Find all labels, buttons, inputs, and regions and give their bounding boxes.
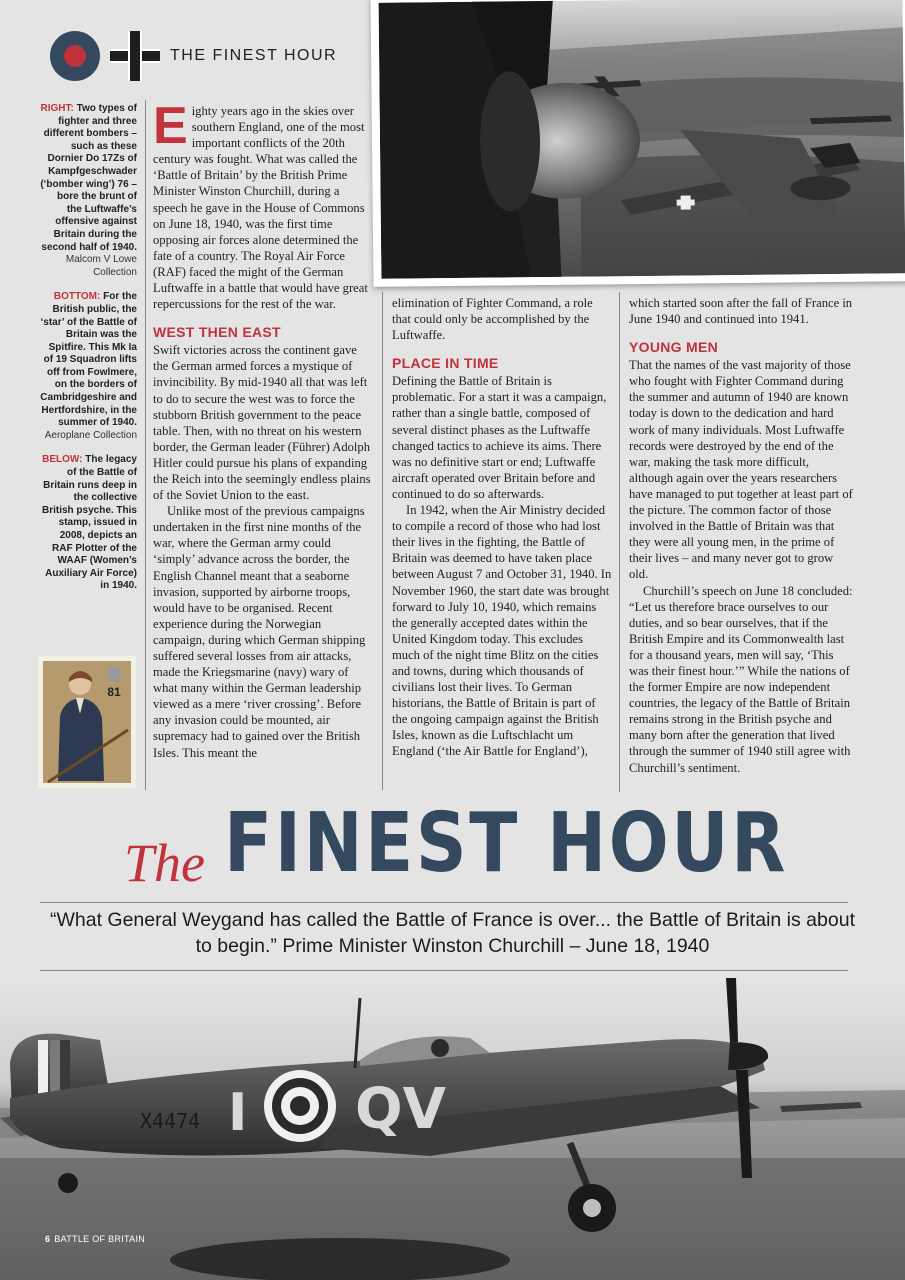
title-the: The [124,833,205,893]
balkenkreuz-icon [110,31,160,81]
caption-right: RIGHT: Two types of fighter and three different bombers – such as these Dornier Do 17Zs of Kampfgeschwader (‘bomber wing’) 76 – bore the brunt of the Luftwaffe’s offensive against Britain during the second half of 1940. Malcom V Lowe Collection [40,103,137,278]
paragraph: Churchill’s speech on June 18 concluded: “Let us therefore brace ourselves to our duties, and so bear ourselves, that if the British Empire and its Commonwealth last for a thousand years, men will say, ‘This was their finest hour.’” While the nations of the former Empire are now independent countries, the legacy of the Battle of Britain remains strong in the British psyche and many born after the generation that lived through the summer of 1940 still agree with Churchill’s sentiment. [629,583,853,775]
paragraph: In 1942, when the Air Ministry decided to compile a record of those who had lost their lives in the fighting, the Battle of Britain was deemed to have taken place between August 7 and October 31, 1940. In November 1960, the start date was brought forward to July 10, 1940, which remains the generally accepted dates within the United Kingdom today. This excludes much of the night time Blitz on the cities and towns, during which thousands of civilians lost their lives. To German historians, the Battle of Britain is part of the ongoing campaign against the British Isles, known as die Luftschlacht um England (‘the Air Battle for England’), [392,503,612,759]
subheading: WEST THEN EAST [153,324,281,341]
drop-cap: E [153,97,188,155]
column-rule [145,100,146,790]
title-divider [40,902,848,903]
article-column-3 [629,295,853,776]
subheading: PLACE IN TIME [392,355,499,372]
paragraph: Unlike most of the previous campaigns undertaken in the first nine months of the war, where the German army could ‘simply’ advance across the border, the English Channel meant that a seaborne invasion, supported by airborne troops, would have to be organised. Recent experience during the Norwegian campaign, during which German shipping suffered several losses from air attacks, made the Kriegsmarine (navy) wary of what many within the German leadership viewed as a mere ‘river crossing’. Before any invasion could be mounted, air supremacy had to gained over the British Isles. This meant the [153,504,366,760]
aircraft-serial: X4474 [140,1109,201,1133]
publication-name: BATTLE OF BRITAIN [54,1234,146,1244]
dornier-bombers-photo [370,0,905,287]
caption-bottom: BOTTOM: For the British public, the ‘star’ of the Battle of Britain was the Spitfire. This Mk Ia of 19 Squadron lifts off from Fowlmere, on the borders of Cambridgeshire and Hertfordshire, in the summer of 1940. Aeroplane Collection [40,291,137,441]
paragraph: which started soon after the fall of France in June 1940 and continued into 1941. [629,296,853,327]
column-rule [619,292,620,792]
photo-captions [40,103,137,605]
paragraph: elimination of Fighter Command, a role that could only be accomplished by the Luftwaffe. [392,296,593,343]
quote-divider [40,970,848,971]
photo-credit: Aeroplane Collection [44,429,137,441]
stamp-value: 81 [107,685,121,699]
caption-below: BELOW: The legacy of the Battle of Britain runs deep in the collective British psyche. This stamp, issued in 2008, depicts an RAF Plotter of the WAAF (Women’s Auxiliary Air Force) in 1940. [41,454,137,592]
page-footer [45,1234,145,1244]
waaf-stamp-image [38,656,136,788]
article-column-1 [153,97,375,761]
article-column-2 [392,295,612,760]
column-rule [382,292,383,790]
title-main: FINEST HOUR [224,796,788,891]
feature-title [124,796,804,896]
subheading: YOUNG MEN [629,339,719,356]
page-number: 6 [45,1234,51,1244]
section-title: THE FINEST HOUR [170,47,338,64]
churchill-quote: “What General Weygand has called the Battle of France is over... the Battle of Britain is about to begin.” Prime Minister Winston Churchill – June 18, 1940 [50,909,855,957]
fuselage-letter: I [228,1083,248,1143]
intro-paragraph: Eighty years ago in the skies over southern England, one of the most important conflicts of the 20th century was fought. What was called the ‘Battle of Britain’ by the British Prime Minister Winston Churchill, during a speech he gave in the House of Commons on June 18, 1940, was the first time opposing air forces alone determined the fate of a country. The Royal Air Force (RAF) faced the might of the German Luftwaffe in a battle that would have great repercussions for the rest of the war. [153,97,368,312]
paragraph: Swift victories across the continent gave the German armed forces a mystique of invincibility. By mid-1940 all that was left to do to secure the west was to force the stubborn British government to the peace table. Then, with no threat on his western border, the German leader (Führer) Adolph Hitler could pursue his plans of expanding the Reich into the seemingly endless plains of the Soviet Union to the east. [153,343,371,503]
paragraph: That the names of the vast majority of those who fought with Fighter Command during the summer and autumn of 1940 are known today is down to the dedication and hard work of many individuals. Most Luftwaffe records were destroyed by the end of the war, making the task more difficult, although again over the years researchers have managed to put together at least part of the picture. The common factor of those involved in the Battle of Britain was that they were all young men, in the prime of their lives – and many never got to grow old. [629,358,853,582]
paragraph: Defining the Battle of Britain is problematic. For a start it was a campaign, rather than a single battle, composed of several distinct phases as the Luftwaffe changed tactics to achieve its aims. There was no definitive start or end; Luftwaffe aircraft operated over Britain before and continued to do so afterwards. [392,374,607,501]
section-header [50,30,337,82]
photo-credit: Malcom V Lowe Collection [65,254,137,278]
raf-roundel-icon [50,31,100,81]
squadron-codes: QV [355,1077,446,1142]
